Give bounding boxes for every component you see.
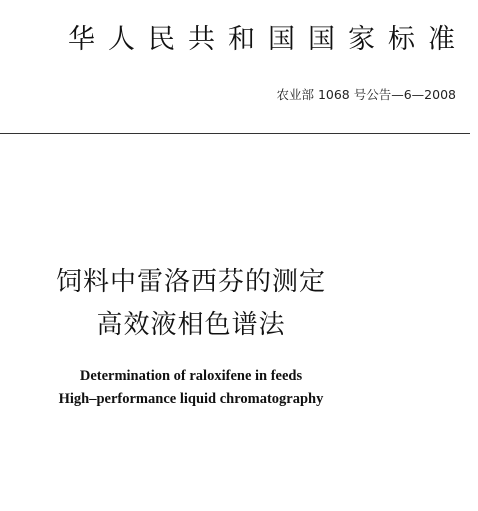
- chinese-title-line-2: 高效液相色谱法: [96, 310, 286, 340]
- english-title-line-1: Determination of raloxifene in feeds: [79, 368, 303, 384]
- english-title-line-2: High–performance liquid chromatography: [58, 391, 324, 407]
- header-divider: [0, 133, 470, 134]
- chinese-title-line-1: 饲料中雷洛西芬的测定: [55, 267, 326, 297]
- standard-number: 农业部 1068 号公告—6—2008: [276, 87, 456, 102]
- standard-title: 华人民共和国国家标准: [68, 24, 468, 55]
